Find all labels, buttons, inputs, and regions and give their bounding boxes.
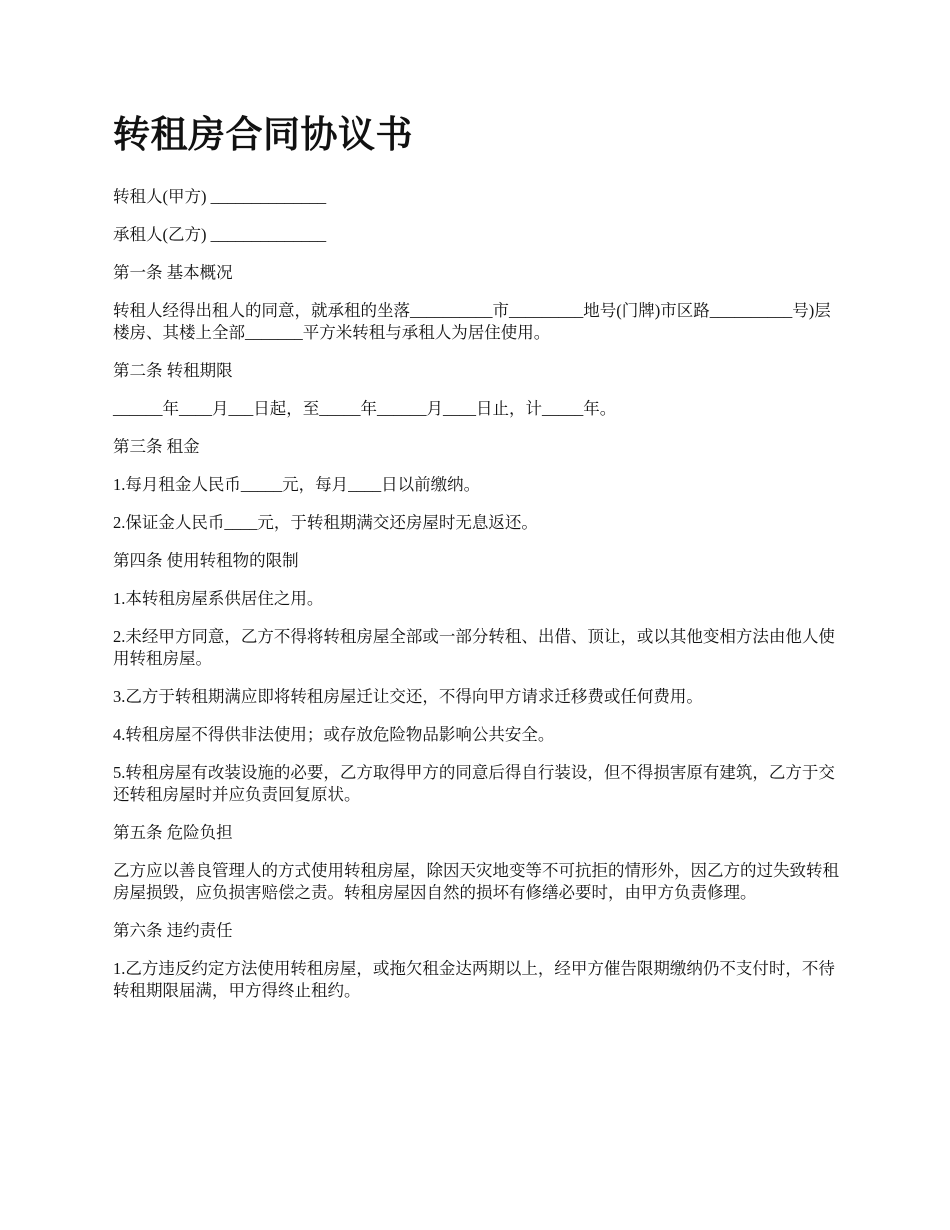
section-6-item-1: 1.乙方违反约定方法使用转租房屋，或拖欠租金达两期以上，经甲方催告限期缴纳仍不支付时，不待转租期限届满，甲方得终止租约。 (113, 959, 835, 1000)
section-heading-6: 第六条 违约责任 (113, 921, 233, 940)
section-heading-5: 第五条 危险负担 (113, 823, 233, 842)
section-4-item-5: 5.转租房屋有改装设施的必要，乙方取得甲方的同意后得自行装设，但不得损害原有建筑，乙方于交还转租房屋时并应负责回复原状。 (113, 763, 835, 804)
section-heading-4: 第四条 使用转租物的限制 (113, 551, 299, 570)
section-1-body: 转租人经得出租人的同意，就承租的坐落__________市_________地号(门牌)市区路__________号)层楼房、其楼上全部_______平方米转租与承租人为居住使用。 (113, 301, 831, 342)
section-4-item-4: 4.转租房屋不得供非法使用；或存放危险物品影响公共安全。 (113, 725, 555, 744)
section-heading-1: 第一条 基本概况 (113, 263, 233, 282)
section-4-item-2: 2.未经甲方同意，乙方不得将转租房屋全部或一部分转租、出借、顶让，或以其他变相方法由他人使用转租房屋。 (113, 627, 835, 668)
section-3-item-2: 2.保证金人民币____元，于转租期满交还房屋时无息返还。 (113, 513, 538, 532)
party-a-line: 转租人(甲方) ______________ (113, 187, 327, 206)
section-heading-2: 第二条 转租期限 (113, 361, 233, 380)
document-page (113, 110, 843, 1018)
section-5-body: 乙方应以善良管理人的方式使用转租房屋，除因天灾地变等不可抗拒的情形外，因乙方的过失致转租房屋损毁，应负损害赔偿之责。转租房屋因自然的损坏有修缮必要时，由甲方负责修理。 (113, 861, 839, 902)
section-4-item-1: 1.本转租房屋系供居住之用。 (113, 589, 324, 608)
section-4-item-3: 3.乙方于转租期满应即将转租房屋迁让交还，不得向甲方请求迁移费或任何费用。 (113, 687, 703, 706)
document-title: 转租房合同协议书 (113, 115, 413, 156)
party-b-line: 承租人(乙方) ______________ (113, 225, 327, 244)
section-2-body: ______年____月___日起，至_____年______月____日止，计_____年。 (113, 399, 617, 418)
section-heading-3: 第三条 租金 (113, 437, 200, 456)
section-3-item-1: 1.每月租金人民币_____元，每月____日以前缴纳。 (113, 475, 481, 494)
